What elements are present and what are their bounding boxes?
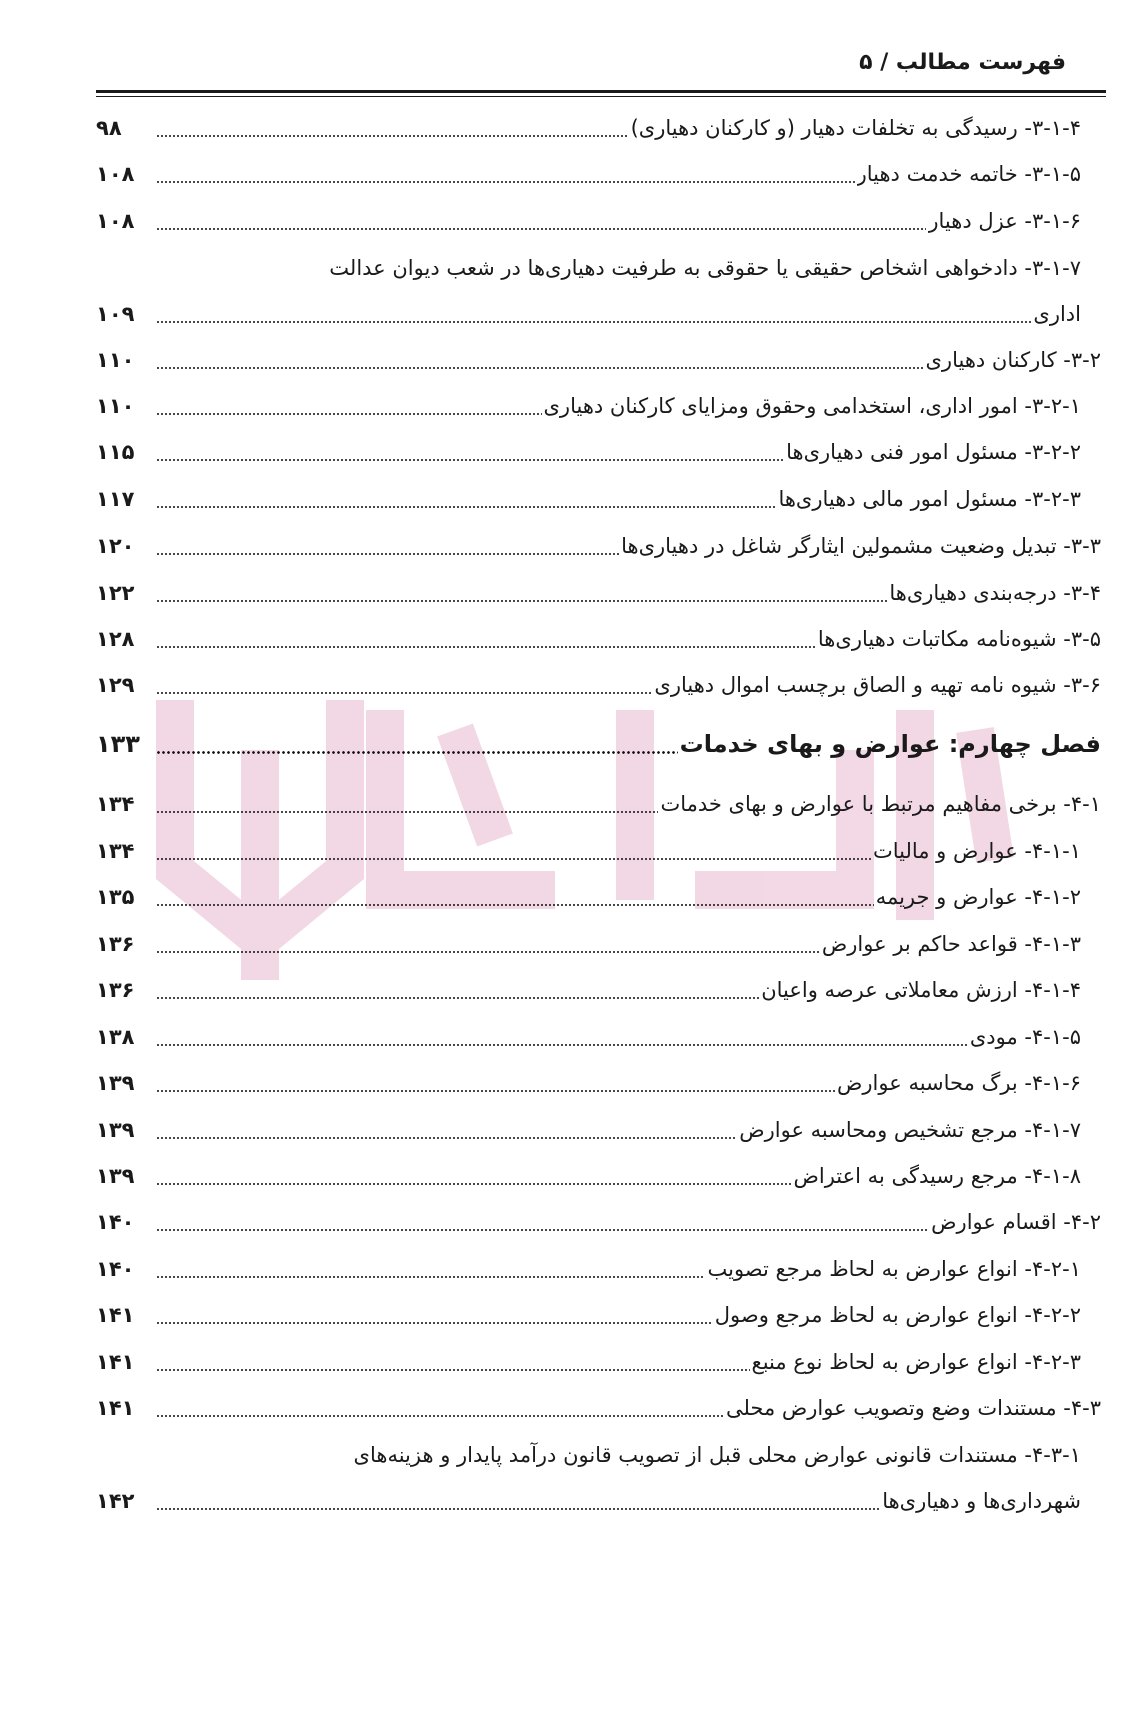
toc-entry-page: ۱۳۵ bbox=[96, 885, 135, 909]
toc-entry-label: ۴-۱-۶- برگ محاسبه عوارض bbox=[837, 1071, 1081, 1095]
toc-entry[interactable] bbox=[96, 1202, 1101, 1242]
toc-entry-label: ۴-۱-۵- مودی bbox=[969, 1025, 1081, 1049]
toc-entry-page: ۱۴۰ bbox=[96, 1210, 135, 1234]
toc-entry[interactable] bbox=[96, 479, 1101, 519]
dot-leader bbox=[156, 1202, 929, 1242]
toc-entry-page: ۱۳۸ bbox=[96, 1025, 135, 1049]
toc-entry-page: ۱۴۱ bbox=[96, 1303, 135, 1327]
dot-leader bbox=[156, 154, 855, 194]
toc-entry[interactable] bbox=[96, 970, 1101, 1010]
dot-leader bbox=[156, 924, 820, 964]
toc-entry-label: ۳-۴- درجه‌بندی دهیاری‌ها bbox=[889, 581, 1101, 605]
dot-leader bbox=[156, 432, 784, 472]
toc-entry-label: شهرداری‌ها و دهیاری‌ها bbox=[882, 1489, 1081, 1513]
toc-entry-page: ۱۴۲ bbox=[96, 1489, 135, 1513]
toc-entry-page: ۱۳۹ bbox=[96, 1164, 135, 1188]
toc-entry-page: ۱۴۱ bbox=[96, 1350, 135, 1374]
toc-entry[interactable] bbox=[96, 877, 1101, 917]
dot-leader bbox=[156, 108, 629, 148]
toc-entry-page: ۱۴۰ bbox=[96, 1257, 135, 1281]
dot-leader bbox=[156, 386, 542, 426]
toc-entry-label: ۴-۱- برخی مفاهیم مرتبط با عوارض و بهای خدمات bbox=[660, 792, 1101, 816]
toc-entry-label: اداری bbox=[1033, 302, 1081, 326]
dot-leader bbox=[156, 1017, 968, 1057]
toc-entry[interactable] bbox=[96, 1249, 1101, 1289]
dot-leader bbox=[156, 201, 926, 241]
toc-entry[interactable] bbox=[96, 924, 1101, 964]
running-header-title: فهرست مطالب / ۵ bbox=[859, 49, 1066, 75]
toc-entry-label: ۴-۲-۲- انواع عوارض به لحاظ مرجع وصول bbox=[714, 1303, 1081, 1327]
dot-leader bbox=[156, 665, 652, 705]
toc-entry-label: ۳-۲-۱- امور اداری، استخدامی وحقوق ومزایای کارکنان دهیاری bbox=[543, 394, 1081, 418]
dot-leader bbox=[156, 1063, 835, 1103]
toc-entry[interactable] bbox=[96, 1388, 1101, 1428]
toc-entry-page: ۱۱۵ bbox=[96, 440, 135, 464]
toc-entry-page: ۱۰۸ bbox=[96, 162, 135, 186]
toc-entry-label: ۴-۱-۳- قواعد حاکم بر عوارض bbox=[821, 932, 1081, 956]
toc-entry-label: ۳-۳- تبدیل وضعیت مشمولین ایثارگر شاغل در دهیاری‌ها bbox=[621, 534, 1101, 558]
toc-entry[interactable] bbox=[96, 1295, 1101, 1335]
toc-entry[interactable] bbox=[96, 573, 1101, 613]
toc-entry-page: ۱۱۰ bbox=[96, 348, 135, 372]
toc-entry-page: ۱۳۴ bbox=[96, 792, 135, 816]
dot-leader bbox=[156, 1249, 705, 1289]
toc-entry[interactable] bbox=[96, 386, 1101, 426]
dot-leader bbox=[156, 573, 887, 613]
toc-entry-label: ۳-۵- شیوه‌نامه مکاتبات دهیاری‌ها bbox=[817, 627, 1101, 651]
toc-entry-page: ۱۳۶ bbox=[96, 932, 135, 956]
dot-leader bbox=[156, 1295, 713, 1335]
toc-entry-label: ۴-۳-۱- مستندات قانونی عوارض محلی قبل از تصویب قانون درآمد پایدار و هزینه‌های bbox=[353, 1443, 1081, 1467]
toc-entry-page: ۱۳۴ bbox=[96, 839, 135, 863]
dot-leader bbox=[156, 784, 658, 824]
toc-entry-page: ۱۲۹ bbox=[96, 673, 135, 697]
toc-entry-page: ۱۳۹ bbox=[96, 1071, 135, 1095]
toc-entry-page: ۱۱۷ bbox=[96, 487, 135, 511]
dot-leader bbox=[156, 1156, 792, 1196]
toc-entry-label: ۴-۳- مستندات وضع وتصویب عوارض محلی bbox=[725, 1396, 1101, 1420]
toc-entry[interactable] bbox=[96, 619, 1101, 659]
dot-leader bbox=[156, 294, 1031, 334]
dot-leader bbox=[156, 970, 759, 1010]
toc-entry[interactable] bbox=[96, 1110, 1101, 1150]
toc-entry-label: ۳-۱-۶- عزل دهیار bbox=[928, 209, 1081, 233]
toc-entry[interactable] bbox=[96, 432, 1101, 472]
toc-entry-label: ۳-۱-۴- رسیدگی به تخلفات دهیار (و کارکنان دهیاری) bbox=[630, 116, 1081, 140]
toc-entry-page: ۱۰۸ bbox=[96, 209, 135, 233]
dot-leader bbox=[156, 1388, 724, 1428]
dot-leader bbox=[156, 619, 816, 659]
toc-entry-page: ۱۰۹ bbox=[96, 302, 135, 326]
toc-entry-label: ۴-۲-۱- انواع عوارض به لحاظ مرجع تصویب bbox=[707, 1257, 1081, 1281]
toc-entry-label: ۴-۱-۲- عوارض و جریمه bbox=[875, 885, 1081, 909]
toc-chapter-label: فصل چهارم: عوارض و بهای خدمات bbox=[679, 730, 1101, 758]
toc-entry-label: ۴-۱-۱- عوارض و مالیات bbox=[872, 839, 1081, 863]
toc-entry-label: ۳-۲-۳- مسئول امور مالی دهیاری‌ها bbox=[778, 487, 1081, 511]
toc-entry-page: ۱۱۰ bbox=[96, 394, 135, 418]
toc-entry-label: ۳-۲- کارکنان دهیاری bbox=[925, 348, 1101, 372]
toc-entry[interactable] bbox=[96, 154, 1101, 194]
dot-leader bbox=[156, 526, 619, 566]
toc-entry[interactable] bbox=[96, 784, 1101, 824]
table-of-contents bbox=[96, 0, 1101, 1724]
toc-entry-label: ۳-۲-۲- مسئول امور فنی دهیاری‌ها bbox=[786, 440, 1081, 464]
toc-entry[interactable] bbox=[96, 1342, 1101, 1382]
toc-entry[interactable] bbox=[96, 1063, 1101, 1103]
toc-entry-page: ۱۳۳ bbox=[96, 730, 140, 758]
toc-chapter-entry[interactable] bbox=[96, 724, 1101, 764]
toc-entry-label: ۴-۱-۴- ارزش معاملاتی عرصه واعیان bbox=[761, 978, 1081, 1002]
toc-entry[interactable] bbox=[96, 831, 1101, 871]
toc-entry[interactable] bbox=[96, 1156, 1101, 1196]
toc-entry-label: ۴-۱-۷- مرجع تشخیص ومحاسبه عوارض bbox=[739, 1118, 1081, 1142]
dot-leader bbox=[156, 1342, 750, 1382]
toc-entry-line1[interactable] bbox=[96, 1435, 1101, 1475]
dot-leader bbox=[156, 724, 678, 764]
toc-entry[interactable] bbox=[96, 1481, 1101, 1521]
toc-entry[interactable] bbox=[96, 1017, 1101, 1057]
dot-leader bbox=[156, 877, 874, 917]
dot-leader bbox=[156, 1110, 737, 1150]
toc-entry[interactable] bbox=[96, 340, 1101, 380]
toc-entry[interactable] bbox=[96, 665, 1101, 705]
toc-entry-page: ۱۲۸ bbox=[96, 627, 135, 651]
dot-leader bbox=[156, 479, 776, 519]
toc-entry-label: ۴-۱-۸- مرجع رسیدگی به اعتراض bbox=[793, 1164, 1081, 1188]
toc-entry-page: ۱۳۹ bbox=[96, 1118, 135, 1142]
toc-entry-page: ۱۳۶ bbox=[96, 978, 135, 1002]
toc-entry-label: ۳-۱-۷- دادخواهی اشخاص حقیقی یا حقوقی به طرفیت دهیاری‌ها در شعب دیوان عدالت bbox=[329, 256, 1081, 280]
toc-entry[interactable] bbox=[96, 526, 1101, 566]
toc-entry[interactable] bbox=[96, 108, 1101, 148]
toc-entry-page: ۱۲۲ bbox=[96, 581, 135, 605]
dot-leader bbox=[156, 831, 871, 871]
toc-entry-page: ۹۸ bbox=[96, 116, 122, 140]
dot-leader bbox=[156, 1481, 880, 1521]
dot-leader bbox=[156, 340, 924, 380]
toc-entry-label: ۴-۲- اقسام عوارض bbox=[931, 1210, 1101, 1234]
toc-entry-line1[interactable] bbox=[96, 248, 1101, 288]
toc-entry[interactable] bbox=[96, 294, 1101, 334]
toc-entry-page: ۱۲۰ bbox=[96, 534, 135, 558]
toc-entry-page: ۱۴۱ bbox=[96, 1396, 135, 1420]
toc-entry[interactable] bbox=[96, 201, 1101, 241]
toc-entry-label: ۳-۱-۵- خاتمه خدمت دهیار bbox=[856, 162, 1081, 186]
toc-entry-label: ۴-۲-۳- انواع عوارض به لحاظ نوع منبع bbox=[751, 1350, 1081, 1374]
toc-entry-label: ۳-۶- شیوه نامه تهیه و الصاق برچسب اموال دهیاری bbox=[654, 673, 1101, 697]
